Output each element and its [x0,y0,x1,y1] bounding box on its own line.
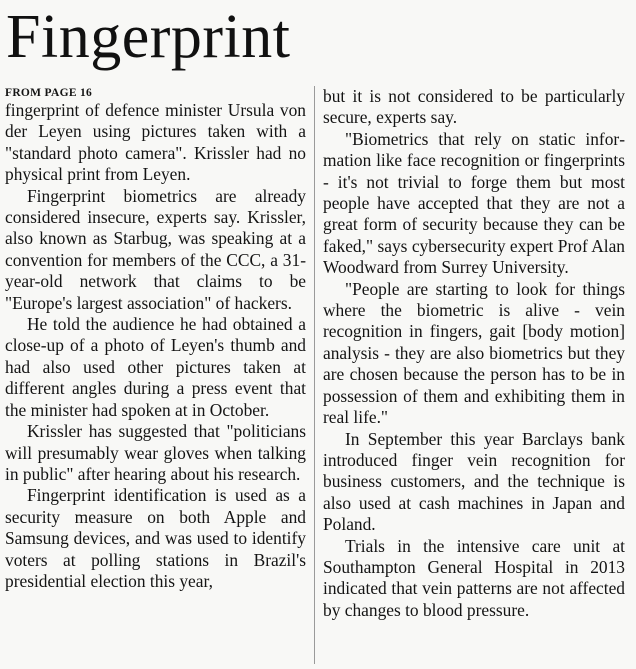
paragraph: Krissler has suggested that "politicians will presumably wear gloves when talking in public" after hearing about his research. [5,421,306,484]
paragraph: but it is not considered to be particularly secure, experts say. [323,86,625,128]
paragraph: Trials in the intensive care unit at Southampton General Hospital in 2013 indicated that vein patterns are not affected by changes to blood pressure. [323,535,625,620]
paragraph: Fingerprint biometrics are already considered insecure, experts say. Krissler, also known as Starbug, was speaking at a convention for members of the CCC, a 31-year-old network that claims to be "Europe's largest association" of hackers. [5,185,306,313]
headline: Fingerprint [6,3,291,71]
article-column-right [323,86,625,621]
paragraph: Fingerprint identification is used as a security measure on both Apple and Samsung devices, and was used to identify voters at polling stations in Brazil's presidential election this year, [5,485,306,591]
column-divider [314,86,315,664]
article-column-left [5,100,306,592]
paragraph: "Biometrics that rely on static information like face recognition or fingerprints - it's not trivial to forge them but most people have accepted that they are not a great form of security because they can be faked," says cybersecurity expert Prof Alan Woodward from Surrey University. [323,128,625,278]
kicker-from-page: FROM PAGE 16 [5,87,93,99]
paragraph: "People are starting to look for things where the biometric is alive - vein recognition in fingers, gait [body motion] analysis - they are also biometrics but they are chosen because the person has to be in possession of them and exhibiting them in real life." [323,278,625,428]
paragraph: fingerprint of defence minister Ursula von der Leyen using pictures taken with a "standard photo camera". Krissler had no physical print from Leyen. [5,100,306,185]
paragraph: He told the audience he had obtained a close-up of a photo of Leyen's thumb and had also used other pictures taken at different angles during a press event that the minister had spoken at in October. [5,314,306,420]
paragraph: In September this year Barclays bank introduced finger vein recognition for business customers, and the technique is also used at cash machines in Japan and Poland. [323,428,625,535]
